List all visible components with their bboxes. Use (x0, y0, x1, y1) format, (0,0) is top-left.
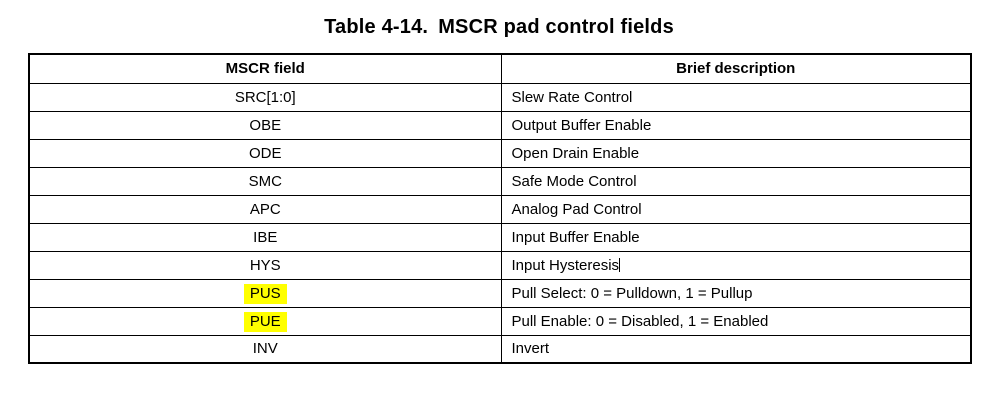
cell-mscr-field: SMC (29, 167, 501, 195)
cell-mscr-field: INV (29, 335, 501, 363)
cell-mscr-field: OBE (29, 111, 501, 139)
cell-mscr-field: SRC[1:0] (29, 83, 501, 111)
column-header-mscr-field: MSCR field (29, 54, 501, 83)
table-container (0, 53, 998, 364)
cell-brief-description: Pull Select: 0 = Pulldown, 1 = Pullup (501, 279, 971, 307)
table-row (29, 307, 971, 335)
cell-brief-description: Safe Mode Control (501, 167, 971, 195)
table-row (29, 111, 971, 139)
cell-brief-description: Output Buffer Enable (501, 111, 971, 139)
table-caption-title: MSCR pad control fields (438, 16, 674, 38)
highlighted-field-text: PUS (244, 284, 287, 304)
table-row (29, 139, 971, 167)
table-row (29, 251, 971, 279)
table-row (29, 83, 971, 111)
cell-mscr-field: ODE (29, 139, 501, 167)
table-row (29, 167, 971, 195)
cell-brief-description: Input Buffer Enable (501, 223, 971, 251)
table-row (29, 335, 971, 363)
table-row (29, 223, 971, 251)
table-caption (0, 0, 998, 53)
cell-brief-description: Pull Enable: 0 = Disabled, 1 = Enabled (501, 307, 971, 335)
table-body (29, 83, 971, 363)
table-header-row (29, 54, 971, 83)
cell-brief-description: Open Drain Enable (501, 139, 971, 167)
cell-mscr-field: IBE (29, 223, 501, 251)
table-row (29, 279, 971, 307)
cell-brief-description (501, 251, 971, 279)
cell-brief-description: Slew Rate Control (501, 83, 971, 111)
mscr-pad-control-table (28, 53, 972, 364)
table-caption-label: Table 4-14. (324, 16, 429, 38)
highlighted-field-text: PUE (244, 312, 287, 332)
text-cursor (619, 258, 620, 272)
table-row (29, 195, 971, 223)
cell-mscr-field (29, 307, 501, 335)
description-text: Input Hysteresis (511, 256, 620, 274)
cell-mscr-field (29, 279, 501, 307)
cell-brief-description: Invert (501, 335, 971, 363)
cell-mscr-field: HYS (29, 251, 501, 279)
column-header-brief-description: Brief description (501, 54, 971, 83)
cell-brief-description: Analog Pad Control (501, 195, 971, 223)
cell-mscr-field: APC (29, 195, 501, 223)
table-header (29, 54, 971, 83)
